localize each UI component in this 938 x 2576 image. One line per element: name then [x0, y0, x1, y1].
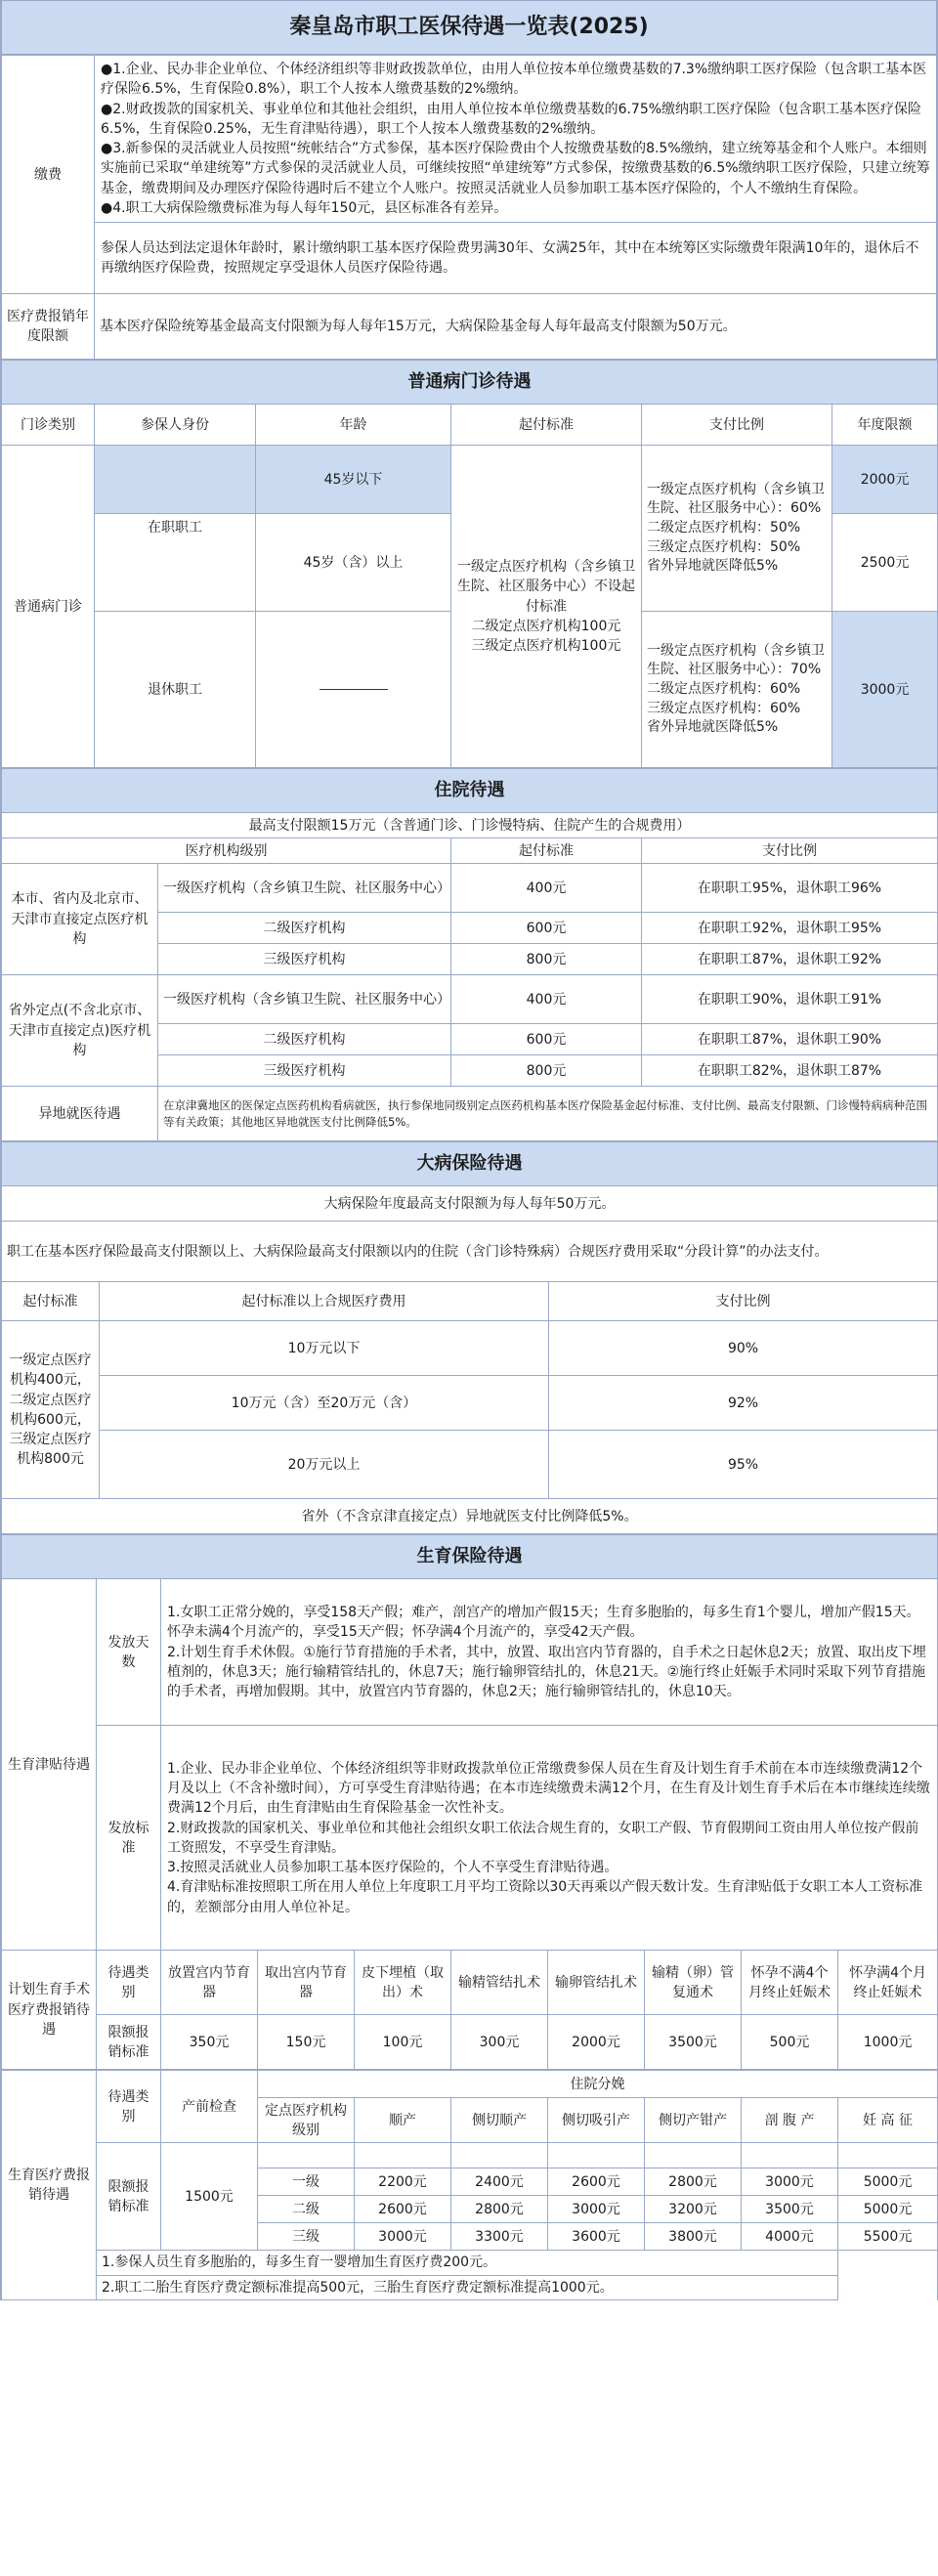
- delivery-amount: 2600元: [548, 2168, 645, 2196]
- remote-care-label: 异地就医待遇: [2, 1087, 158, 1141]
- critical-range: 10万元以下: [100, 1321, 549, 1376]
- critical-range: 20万元以上: [100, 1431, 549, 1499]
- planned-amount: 100元: [355, 2015, 451, 2070]
- inpatient-max-line: 最高支付限额15万元（含普通门诊、门诊慢特病、住院产生的合规费用）: [2, 813, 938, 838]
- outpatient-section-title: 普通病门诊待遇: [2, 361, 938, 405]
- critical-ratio: 95%: [549, 1431, 938, 1499]
- inpatient-threshold: 400元: [451, 864, 642, 913]
- inpatient-threshold: 800元: [451, 944, 642, 975]
- planned-amount: 500元: [742, 2015, 838, 2070]
- planned-item: 放置宫内节育器: [161, 1951, 258, 2015]
- dash-line: [320, 689, 388, 690]
- standard-label: 发放标准: [97, 1726, 161, 1951]
- age-na: [256, 612, 451, 768]
- delivery-amount: 3000元: [742, 2168, 838, 2196]
- title-table: [1, 0, 937, 55]
- col-header: 起付标准: [451, 405, 642, 446]
- outpatient-table: [1, 360, 938, 768]
- retired-label: 退休职工: [95, 612, 256, 768]
- inpatient-threshold: 600元: [451, 913, 642, 944]
- delivery-amount: 3600元: [548, 2223, 645, 2251]
- delivery-col: 剖 腹 产: [742, 2098, 838, 2143]
- contribution-label: 缴费: [2, 56, 95, 294]
- col-header: 支付比例: [549, 1282, 938, 1321]
- inpatient-threshold: 800元: [451, 1055, 642, 1087]
- delivery-level: 一级: [258, 2168, 355, 2196]
- delivery-amount: 3000元: [355, 2223, 451, 2251]
- childbirth-note: 1.参保人员生育多胞胎的，每多生育一婴增加生育医疗费200元。: [97, 2251, 838, 2275]
- col-header: 参保人身份: [95, 405, 256, 446]
- planned-item: 输卵管结扎术: [548, 1951, 645, 2015]
- delivery-amount: 5000元: [838, 2196, 938, 2223]
- col-header: 起付标准: [451, 838, 642, 864]
- critical-threshold: 一级定点医疗机构400元，二级定点医疗机构600元，三级定点医疗机构800元: [2, 1321, 100, 1499]
- delivery-col: 侧切产钳产: [645, 2098, 742, 2143]
- type-label: 待遇类别: [97, 1951, 161, 2015]
- contribution-items: [95, 56, 937, 223]
- employed-label: 在职职工: [148, 519, 202, 536]
- planned-item: 输精管结扎术: [451, 1951, 548, 2015]
- days-label: 发放天数: [97, 1579, 161, 1726]
- planned-item: 皮下埋植（取出）术: [355, 1951, 451, 2015]
- planned-item: 取出宫内节育器: [258, 1951, 355, 2015]
- delivery-level: 三级: [258, 2223, 355, 2251]
- page-title: 秦皇岛市职工医保待遇一览表(2025): [2, 1, 937, 55]
- inpatient-ratio: 在职职工87%，退休职工90%: [642, 1024, 938, 1055]
- inpatient-threshold: 400元: [451, 975, 642, 1024]
- ratio-employed: 一级定点医疗机构（含乡镇卫生院、社区服务中心）：60% 二级定点医疗机构：50% 三级定点医疗机构：50% 省外异地就医降低5%: [642, 446, 832, 612]
- inpatient-ratio: 在职职工90%，退休职工91%: [642, 975, 938, 1024]
- type-label: 待遇类别: [97, 2071, 161, 2143]
- limit-over-45: 2500元: [832, 514, 938, 612]
- contribution-item: ●1.企业、民办非企业单位、个体经济组织等非财政拨款单位，由用人单位按本单位缴费基数的7.3%缴纳职工医疗保险（包含职工基本医疗保险6.5%，生育保险0.8%），职工个人按本人缴费基数的2%缴纳。: [101, 62, 927, 98]
- delivery-col: 妊 高 征: [838, 2098, 938, 2143]
- inpatient-level: 三级医疗机构: [158, 944, 451, 975]
- delivery-col: 侧切顺产: [451, 2098, 548, 2143]
- ratio-retired: 一级定点医疗机构（含乡镇卫生院、社区服务中心）：70% 二级定点医疗机构：60% 三级定点医疗机构：60% 省外异地就医降低5%: [642, 612, 832, 768]
- employed-status: [95, 514, 256, 612]
- maternity-table: [1, 1534, 938, 2070]
- col-header: 起付标准: [2, 1282, 100, 1321]
- limit-label: 限额报销标准: [97, 2143, 161, 2251]
- allowance-label: 生育津贴待遇: [2, 1579, 97, 1951]
- delivery-amount: 3300元: [451, 2223, 548, 2251]
- inpatient-group-outside: 省外定点(不含北京市、天津市直接定点)医疗机构: [2, 975, 158, 1087]
- annual-limit-text: 基本医疗保险统筹基金最高支付限额为每人每年15万元，大病保险基金每人每年最高支付限额为50万元。: [95, 294, 937, 360]
- col-header: 支付比例: [642, 405, 832, 446]
- inpatient-ratio: 在职职工92%，退休职工95%: [642, 913, 938, 944]
- planned-amount: 1000元: [838, 2015, 938, 2070]
- prenatal-label: 产前检查: [161, 2071, 258, 2143]
- annual-limit-label: 医疗费报销年度限额: [2, 294, 95, 360]
- retirement-rule: 参保人员达到法定退休年龄时，累计缴纳职工基本医疗保险费男满30年、女满25年，其中在本统筹区实际缴费年限满10年的，退休后不再缴纳医疗保险费，按照规定享受退休人员医疗保险待遇。: [95, 223, 937, 294]
- critical-footnote: 省外（不含京津直接定点）异地就医支付比例降低5%。: [2, 1499, 938, 1534]
- outpatient-category: 普通病门诊: [2, 446, 95, 768]
- limit-label: 限额报销标准: [97, 2015, 161, 2070]
- planned-amount: 300元: [451, 2015, 548, 2070]
- delivery-amount: 5000元: [838, 2168, 938, 2196]
- critical-description: 职工在基本医疗保险最高支付限额以上、大病保险最高支付限额以内的住院（含门诊特殊病）合规医疗费用采取“分段计算”的办法支付。: [2, 1222, 938, 1282]
- inpatient-group-local: 本市、省内及北京市、天津市直接定点医疗机构: [2, 864, 158, 975]
- planned-item: 怀孕不满4个月终止妊娠术: [742, 1951, 838, 2015]
- critical-table: [1, 1141, 938, 1534]
- critical-range: 10万元（含）至20万元（含）: [100, 1376, 549, 1431]
- delivery-header: 住院分娩: [258, 2071, 938, 2098]
- delivery-amount: 4000元: [742, 2223, 838, 2251]
- inpatient-level: 二级医疗机构: [158, 913, 451, 944]
- col-header: 年龄: [256, 405, 451, 446]
- col-header: 支付比例: [642, 838, 938, 864]
- critical-section-title: 大病保险待遇: [2, 1142, 938, 1186]
- planned-amount: 2000元: [548, 2015, 645, 2070]
- col-header: 年度限额: [832, 405, 938, 446]
- delivery-amount: 2400元: [451, 2168, 548, 2196]
- delivery-amount: 2800元: [451, 2196, 548, 2223]
- delivery-amount: 5500元: [838, 2223, 938, 2251]
- remote-care-text: 在京津冀地区的医保定点医药机构看病就医，执行参保地同级别定点医药机构基本医疗保险基金起付标准、支付比例、最高支付限额、门诊慢特病病种范围等有关政策；其他地区异地就医支付比例降低5%。: [158, 1087, 938, 1141]
- delivery-col: 顺产: [355, 2098, 451, 2143]
- inpatient-ratio: 在职职工87%，退休职工92%: [642, 944, 938, 975]
- maternity-section-title: 生育保险待遇: [2, 1535, 938, 1579]
- delivery-amount: 2200元: [355, 2168, 451, 2196]
- inpatient-threshold: 600元: [451, 1024, 642, 1055]
- inpatient-section-title: 住院待遇: [2, 769, 938, 813]
- age-under-45: 45岁以下: [256, 446, 451, 514]
- critical-max-line: 大病保险年度最高支付限额为每人每年50万元。: [2, 1186, 938, 1222]
- age-over-45: 45岁（含）以上: [256, 514, 451, 612]
- delivery-amount: 2800元: [645, 2168, 742, 2196]
- childbirth-label: 生育医疗费报销待遇: [2, 2071, 97, 2300]
- col-header: 门诊类别: [2, 405, 95, 446]
- inpatient-level: 一级医疗机构（含乡镇卫生院、社区服务中心）: [158, 975, 451, 1024]
- planned-amount: 3500元: [645, 2015, 742, 2070]
- delivery-amount: 3500元: [742, 2196, 838, 2223]
- inpatient-level: 一级医疗机构（含乡镇卫生院、社区服务中心）: [158, 864, 451, 913]
- planned-amount: 350元: [161, 2015, 258, 2070]
- delivery-amount: 2600元: [355, 2196, 451, 2223]
- prenatal-amount: 1500元: [161, 2143, 258, 2251]
- contribution-item: ●2.财政拨款的国家机关、事业单位和其他社会组织，由用人单位按本单位缴费基数的6.75%缴纳职工医疗保险（包含职工基本医疗保险6.5%，生育保险0.25%，无生育津贴待遇），职工个人按本人缴费基数的2%缴纳。: [101, 101, 922, 137]
- delivery-level: 二级: [258, 2196, 355, 2223]
- col-header: 起付标准以上合规医疗费用: [100, 1282, 549, 1321]
- critical-ratio: 92%: [549, 1376, 938, 1431]
- delivery-amount: 3800元: [645, 2223, 742, 2251]
- inpatient-ratio: 在职职工95%，退休职工96%: [642, 864, 938, 913]
- contribution-table: [1, 55, 937, 360]
- childbirth-note: 2.职工二胎生育医疗费定额标准提高500元，三胎生育医疗费定额标准提高1000元。: [97, 2275, 838, 2299]
- planned-item: 输精（卵）管复通术: [645, 1951, 742, 2015]
- inpatient-table: [1, 768, 938, 1141]
- limit-retired: 3000元: [832, 612, 938, 768]
- delivery-col: 侧切吸引产: [548, 2098, 645, 2143]
- planned-label: 计划生育手术医疗费报销待遇: [2, 1951, 97, 2070]
- outpatient-threshold: 一级定点医疗机构（含乡镇卫生院、社区服务中心）不设起付标准 二级定点医疗机构100元 三级定点医疗机构100元: [451, 446, 642, 768]
- delivery-amount: 3000元: [548, 2196, 645, 2223]
- inpatient-level: 二级医疗机构: [158, 1024, 451, 1055]
- inpatient-ratio: 在职职工82%，退休职工87%: [642, 1055, 938, 1087]
- planned-item: 怀孕满4个月终止妊娠术: [838, 1951, 938, 2015]
- limit-under-45: 2000元: [832, 446, 938, 514]
- contribution-item: ●4.职工大病保险缴费标准为每人每年150元，县区标准各有差异。: [101, 200, 508, 217]
- level-header: 定点医疗机构级别: [258, 2098, 355, 2143]
- contribution-item: ●3.新参保的灵活就业人员按照“统帐结合”方式参保，基本医疗保险费由个人按缴费基数的8.5%缴纳，建立统筹基金和个人账户。本细则实施前已采取“单建统筹”方式参保的灵活就业人员，可继续按照“单建统筹”方式参保，按缴费基数的6.5%缴纳职工医疗保险，只建立统筹基金，缴费期间及办理医疗保险待遇时后不建立个人账户。按照灵活就业人员参加职工基本医疗保险的，个人不缴纳生育保险。: [101, 141, 930, 196]
- delivery-amount: 3200元: [645, 2196, 742, 2223]
- planned-amount: 150元: [258, 2015, 355, 2070]
- critical-ratio: 90%: [549, 1321, 938, 1376]
- standard-text: 1.企业、民办非企业单位、个体经济组织等非财政拨款单位正常缴费参保人员在生育及计划生育手术前在本市连续缴费满12个月及以上（不含补缴时间），方可享受生育津贴待遇；在本市连续缴费未满12个月，在生育及计划生育手术后在本市继续连续缴费满12个月后，由生育津贴由生育保险基金一次性补支。 2.财政拨款的国家机关、事业单位和其他社会组织女职工依法合规生育的，女职工产假、节育假期间工资由用人单位按产假前工资照发，不享受生育津贴。 3.按照灵活就业人员参加职工基本医疗保险的，个人不享受生育津贴待遇。 4.育津贴标准按照职工所在用人单位上年度职工月平均工资除以30天再乘以产假天数计发。生育津贴低于女职工本人工资标准的，差额部分由用人单位补足。: [161, 1726, 938, 1951]
- childbirth-table: [1, 2070, 938, 2300]
- days-text: 1.女职工正常分娩的，享受158天产假；难产，剖宫产的增加产假15天；生育多胞胎的，每多生育1个婴儿，增加产假15天。怀孕未满4个月流产的，享受15天产假；怀孕满4个月流产的，享受42天产假。 2.计划生育手术休假。①施行节育措施的手术者，其中，放置、取出宫内节育器的，自手术之日起休息2天；放置、取出皮下埋植剂的，休息3天；施行输精管结扎的，休息7天；施行输卵管结扎的，休息21天。②施行终止妊娠手术同时采取下列节育措施的手术者，再增加假期。其中，放置宫内节育器的，休息2天；施行输卵管结扎的，休息10天。: [161, 1579, 938, 1726]
- col-header: 医疗机构级别: [2, 838, 451, 864]
- inpatient-level: 三级医疗机构: [158, 1055, 451, 1087]
